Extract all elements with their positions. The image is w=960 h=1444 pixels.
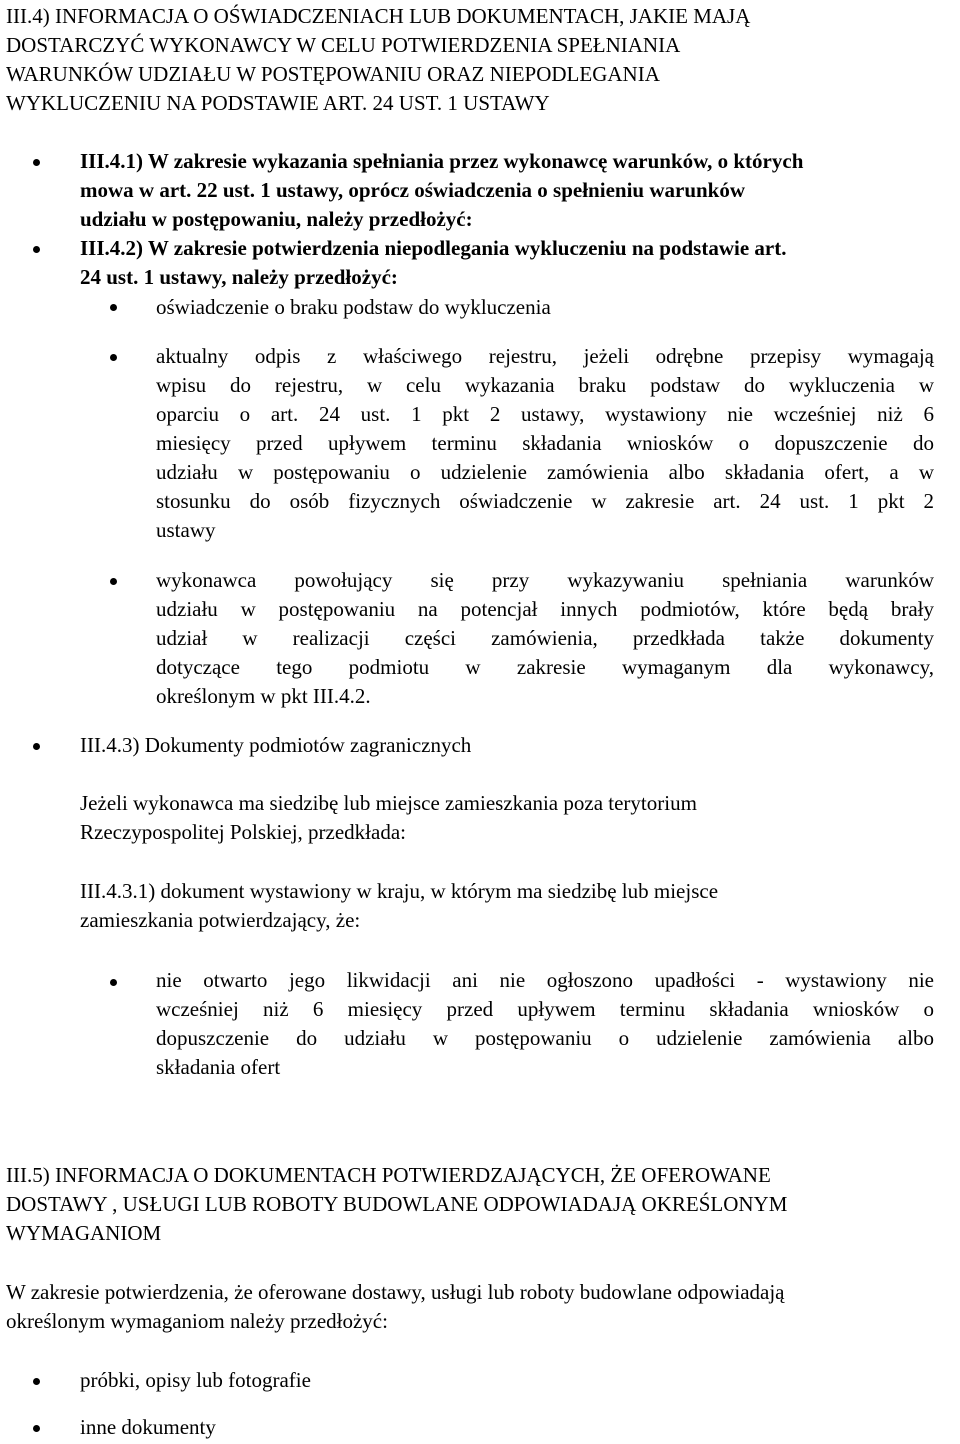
heading-line: III.5) INFORMACJA O DOKUMENTACH POTWIERDZAJĄCYCH, ŻE OFEROWANE bbox=[6, 1163, 771, 1187]
sub-item-line: miesięcy przed upływem terminu składania wniosków o dopuszczenie do bbox=[156, 431, 934, 455]
heading-line: DOSTARCZYĆ WYKONAWCY W CELU POTWIERDZENIA SPEŁNIANIA bbox=[6, 33, 681, 57]
heading-line: DOSTAWY , USŁUGI LUB ROBOTY BUDOWLANE ODPOWIADAJĄ OKREŚLONYM bbox=[6, 1192, 788, 1216]
paragraph-line: Rzeczypospolitej Polskiej, przedkłada: bbox=[80, 820, 406, 844]
heading-line: WYKLUCZENIU NA PODSTAWIE ART. 24 UST. 1 USTAWY bbox=[6, 91, 550, 115]
bullet-icon bbox=[110, 979, 117, 986]
list-item-label: próbki, opisy lub fotografie bbox=[80, 1368, 311, 1392]
paragraph-line: W zakresie potwierdzenia, że oferowane dostawy, usługi lub roboty budowlane odpowiadają bbox=[6, 1280, 785, 1304]
bullet-icon bbox=[33, 743, 40, 750]
sub-item-line: ustawy bbox=[156, 518, 216, 542]
sub-item-line: aktualny odpis z właściwego rejestru, jeżeli odrębne przepisy wymagają bbox=[156, 344, 934, 368]
item-line: III.4.2) W zakresie potwierdzenia niepodlegania wykluczeniu na podstawie art. bbox=[80, 236, 787, 260]
sub-item-line: stosunku do osób fizycznych oświadczenie w zakresie art. 24 ust. 1 pkt 2 bbox=[156, 489, 934, 513]
heading-line: WYMAGANIOM bbox=[6, 1221, 162, 1245]
item-line: III.4.1) W zakresie wykazania spełniania przez wykonawcę warunków, o których bbox=[80, 149, 804, 173]
bullet-icon bbox=[33, 246, 40, 253]
sub-item-line: składania ofert bbox=[156, 1055, 281, 1079]
item-line: III.4.3) Dokumenty podmiotów zagranicznych bbox=[80, 733, 472, 757]
bullet-icon bbox=[110, 304, 117, 311]
sub-item-line: udziału w postępowaniu o udzielenie zamówienia albo składania ofert, a w bbox=[156, 460, 934, 484]
sub-item-line: udział w realizacji części zamówienia, przedkłada także dokumenty bbox=[156, 626, 934, 650]
paragraph-line: III.4.3.1) dokument wystawiony w kraju, w którym ma siedzibę lub miejsce bbox=[80, 879, 719, 903]
heading-line: WARUNKÓW UDZIAŁU W POSTĘPOWANIU ORAZ NIEPODLEGANIA bbox=[6, 62, 660, 86]
bullet-icon bbox=[110, 354, 117, 361]
sub-item-line: wpisu do rejestru, w celu wykazania braku podstaw do wykluczenia w bbox=[156, 373, 934, 397]
paragraph-line: zamieszkania potwierdzający, że: bbox=[80, 908, 361, 932]
item-line: udziału w postępowaniu, należy przedłożyć: bbox=[80, 207, 473, 231]
paragraph-line: określonym wymaganiom należy przedłożyć: bbox=[6, 1309, 388, 1333]
sub-item-line: oświadczenie o braku podstaw do wykluczenia bbox=[156, 295, 551, 319]
bullet-icon bbox=[33, 1378, 40, 1385]
heading-line: III.4) INFORMACJA O OŚWIADCZENIACH LUB DOKUMENTACH, JAKIE MAJĄ bbox=[6, 4, 751, 28]
item-line: mowa w art. 22 ust. 1 ustawy, oprócz oświadczenia o spełnieniu warunków bbox=[80, 178, 746, 202]
sub-item-line: dotyczące tego podmiotu w zakresie wymaganym dla wykonawcy, bbox=[156, 655, 934, 679]
sub-item-line: udziału w postępowaniu na potencjał innych podmiotów, które będą brały bbox=[156, 597, 934, 621]
sub-item-line: dopuszczenie do udziału w postępowaniu o udzielenie zamówienia albo bbox=[156, 1026, 934, 1050]
bullet-icon bbox=[33, 1425, 40, 1432]
bullet-icon bbox=[110, 578, 117, 585]
sub-item-line: określonym w pkt III.4.2. bbox=[156, 684, 371, 708]
item-line: 24 ust. 1 ustawy, należy przedłożyć: bbox=[80, 265, 398, 289]
bullet-icon bbox=[33, 159, 40, 166]
sub-item-line: nie otwarto jego likwidacji ani nie ogłoszono upadłości - wystawiony nie bbox=[156, 968, 934, 992]
sub-item-line: oparciu o art. 24 ust. 1 pkt 2 ustawy, wystawiony nie wcześniej niż 6 bbox=[156, 402, 934, 426]
list-item-label: inne dokumenty bbox=[80, 1415, 216, 1439]
sub-item-line: wcześniej niż 6 miesięcy przed upływem terminu składania wniosków o bbox=[156, 997, 934, 1021]
sub-item-line: wykonawca powołujący się przy wykazywaniu spełniania warunków bbox=[156, 568, 934, 592]
paragraph-line: Jeżeli wykonawca ma siedzibę lub miejsce zamieszkania poza terytorium bbox=[80, 791, 697, 815]
